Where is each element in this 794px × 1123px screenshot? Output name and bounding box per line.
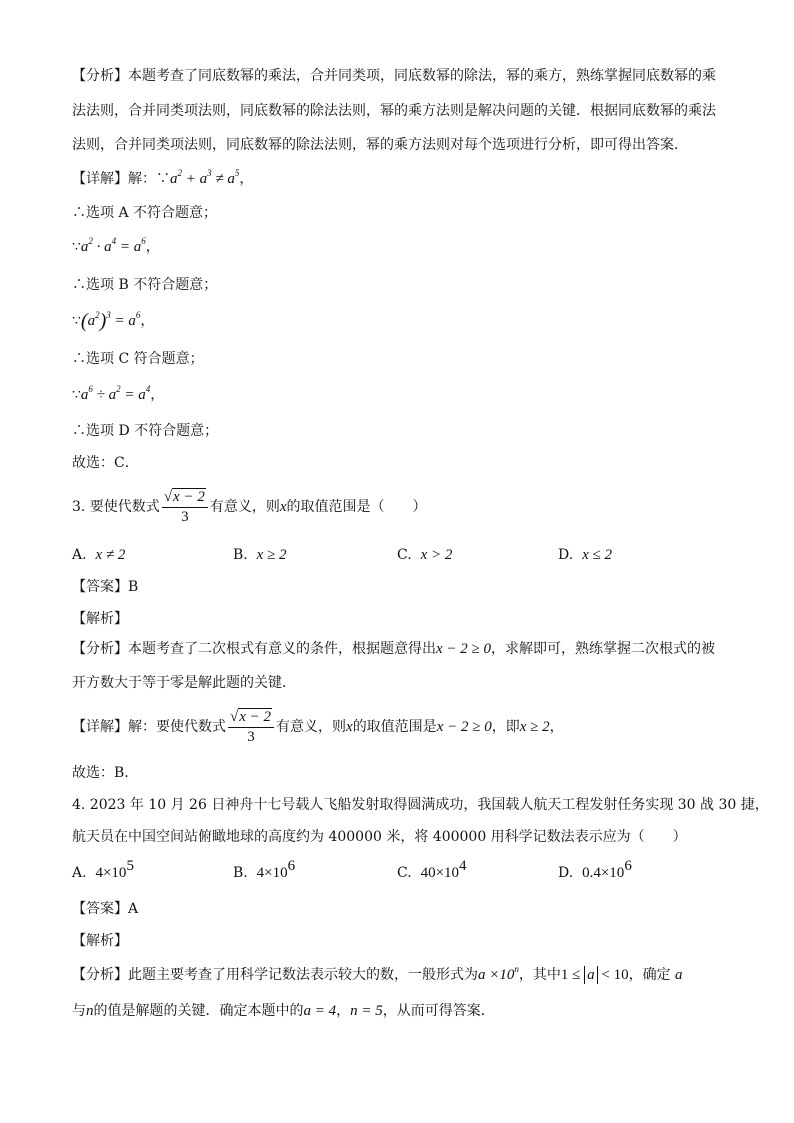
- q4-analysis-heading: 【解析】: [72, 933, 128, 949]
- q4-option-a: A. $4\times 10^5$: [72, 858, 134, 881]
- q4-option-c: C. $40\times 10^4$: [397, 858, 467, 881]
- q3-answer: 【答案】B: [72, 579, 139, 595]
- q3-stem-prefix: 3. 要使代数式: [72, 499, 160, 515]
- q4-option-b: B. $4\times 10^6$: [233, 858, 296, 881]
- q4-stem-line-2: 航天员在中国空间站俯瞰地球的高度约为 400000 米，将 400000 用科学记数法表示应为（ ）: [72, 829, 687, 845]
- q2-expr-a: $a^2 + a^3 \ne a^5$: [170, 168, 240, 187]
- q3-option-d: D. x ≤ 2: [558, 547, 612, 563]
- q2-detail-line: 【详解】解：$\because a^2 + a^3 \ne a^5$，: [72, 168, 254, 187]
- q2-detail-prefix: 【详解】解：∵: [72, 171, 170, 187]
- q3-fraction: $\frac{√x - 2}{3}$: [162, 488, 208, 526]
- q2-expr-b: $a^2 \cdot a^4 = a^6$: [80, 236, 146, 255]
- q3-option-c: C. x > 2: [397, 547, 453, 563]
- q2-expr-c-line: $\because(a^2)^3 = a^6$，: [72, 310, 155, 332]
- q4-stem-line-1: 4. 2023 年 10 月 26 日神舟十七号载人飞船发射取得圆满成功，我国载人航天工程发射任务实现 30 战 30 捷，: [72, 797, 769, 813]
- q3-analysis-heading: 【解析】: [72, 611, 128, 627]
- q3-stem-var: x: [279, 499, 287, 515]
- q3-choice: 故选：B．: [72, 765, 139, 781]
- q2-choice: 故选：C．: [72, 455, 139, 471]
- q2-expr-b-line: $\because a^2 \cdot a^4 = a^6$，: [72, 236, 160, 255]
- q2-conclusion-d: ∴选项 D 不符合题意；: [72, 423, 219, 439]
- q3-detail: 【详解】解：要使代数式 $\frac{√x - 2}{3}$ 有意义，则x的取值范围是x − 2 ≥ 0，即x ≥ 2，: [72, 709, 564, 745]
- q3-option-a: A. x ≠ 2: [72, 547, 126, 563]
- q4-range-expr: 1 ≤ a < 10: [560, 967, 629, 983]
- q2-conclusion-b: ∴选项 B 不符合题意；: [72, 277, 218, 293]
- q3-stem-end: 的取值范围是（ ）: [286, 499, 427, 515]
- q3-stem-suffix: 有意义，则: [209, 499, 280, 515]
- q3-analysis-expr: x − 2 ≥ 0: [436, 641, 492, 657]
- q3-analysis-line-1: 【分析】本题考查了二次根式有意义的条件，根据题意得出x − 2 ≥ 0，求解即可，熟练掌握二次根式的被: [72, 641, 716, 657]
- q2-analysis-line-2: 法法则，合并同类项法则，同底数幂的除法法则，幂的乘方法则是解决问题的关键．根据同底数幂的乘法: [72, 103, 716, 119]
- q2-expr-c: $(a^2)^3 = a^6$: [80, 310, 141, 332]
- q2-conclusion-a: ∴选项 A 不符合题意；: [72, 205, 218, 221]
- q4-answer: 【答案】A: [72, 901, 139, 917]
- q2-analysis-line-1: 【分析】本题考查了同底数幂的乘法，合并同类项，同底数幂的除法，幂的乘方，熟练掌握同底数幂的乘: [72, 68, 716, 84]
- q2-analysis-line-3: 法则，合并同类项法则，同底数幂的除法法则，幂的乘方法则对每个选项进行分析，即可得出答案．: [72, 137, 688, 153]
- q4-analysis-line-2: 与n的值是解题的关键．确定本题中的a = 4，n = 5，从而可得答案．: [72, 1003, 495, 1019]
- q4-analysis-line-1: 【分析】此题主要考查了用科学记数法表示较大的数，一般形式为$a \times 10^n$，其中1 ≤ a < 10，确定 a: [72, 964, 683, 983]
- q3-detail-fraction: $\frac{√x - 2}{3}$: [228, 708, 274, 746]
- q2-expr-d: $a^6 \div a^2 = a^4$: [80, 384, 151, 403]
- q4-option-d: D. $0.4\times 10^6$: [558, 858, 632, 881]
- q3-analysis-line-2: 开方数大于等于零是解此题的关键．: [72, 675, 296, 691]
- q3-option-b: B. x ≥ 2: [233, 547, 287, 563]
- q2-conclusion-c: ∴选项 C 符合题意；: [72, 351, 204, 367]
- q4-sci-form: $a \times 10^n$: [478, 964, 519, 983]
- q2-expr-d-line: $\because a^6 \div a^2 = a^4$，: [72, 384, 165, 403]
- q3-stem: [72, 487, 754, 527]
